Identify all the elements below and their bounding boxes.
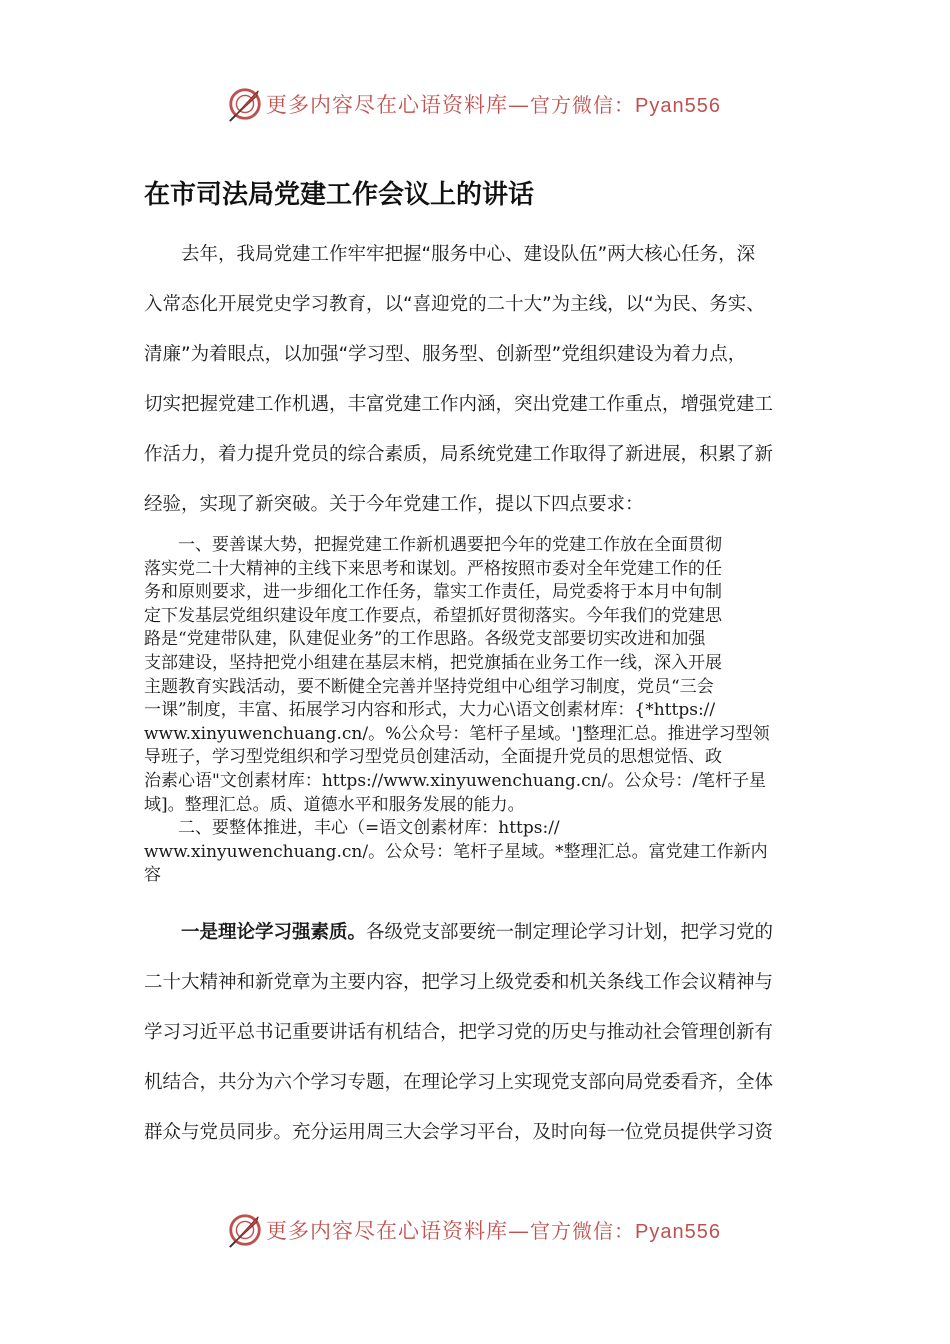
header-banner: [0, 82, 950, 126]
footer-banner: [0, 1208, 950, 1252]
body-line: 域]。整理汇总。质、道德水平和服务发展的能力。: [144, 794, 525, 815]
body-line: 容: [144, 865, 161, 886]
intro-line: 经验，实现了新突破。关于今年党建工作，提以下四点要求：: [144, 494, 644, 515]
body-line: 路是“党建带队建，队建促业务”的工作思路。各级党支部要切实改进和加强: [144, 629, 706, 650]
intro-line: 去年，我局党建工作牢牢把握“服务中心、建设队伍”两大核心任务，深: [144, 244, 756, 265]
body-line: 二、要整体推进，丰心（=语文创素材库：https://: [144, 818, 560, 839]
body-line: 务和原则要求，进一步细化工作任务，靠实工作责任，局党委将于本月中旬制: [144, 582, 722, 603]
body-line: 导班子，学习型党组织和学习型党员创建活动，全面提升党员的思想觉悟、政: [144, 747, 722, 768]
quill-pen-logo-icon: [226, 85, 264, 123]
body-serif-block: [144, 534, 804, 888]
banner-slogan: 更多内容尽在心语资料库: [266, 93, 508, 117]
intro-line: 入常态化开展党史学习教育，以“喜迎党的二十大”为主线，以“为民、务实、: [144, 294, 765, 315]
section-one-first-line: [144, 918, 804, 968]
intro-line: 作活力，着力提升党员的综合素质，局系统党建工作取得了新进展，积累了新: [144, 444, 774, 465]
section-one-line: 学习习近平总书记重要讲话有机结合，把学习党的历史与推动社会管理创新有: [144, 1022, 774, 1043]
body-line: 一课”制度，丰富、拓展学习内容和形式，大力心\语文创素材库：{*https://: [144, 700, 716, 721]
section-one-line: 机结合，共分为六个学习专题，在理论学习上实现党支部向局党委看齐，全体: [144, 1072, 774, 1093]
banner-text: [266, 1215, 721, 1245]
intro-line: 切实把握党建工作机遇，丰富党建工作内涵，突出党建工作重点，增强党建工: [144, 394, 774, 415]
body-line: 支部建设，坚持把党小组建在基层末梢，把党旗插在业务工作一线，深入开展: [144, 652, 722, 673]
quill-pen-logo-icon: [226, 1211, 264, 1249]
body-line: www.xinyuwenchuang.cn/。公众号：笔杆子星域。*整理汇总。富党建工作新内: [144, 841, 768, 862]
body-line: 落实党二十大精神的主线下来思考和谋划。严格按照市委对全年党建工作的任: [144, 558, 722, 579]
banner-separator: —: [508, 93, 530, 117]
document-title: 在市司法局党建工作会议上的讲话: [144, 180, 535, 210]
body-line: 一、要善谋大势，把握党建工作新机遇要把今年的党建工作放在全面贯彻: [144, 535, 722, 555]
body-line: 治素心语"文创素材库：https://www.xinyuwenchuang.cn/。公众号：/笔杆子星: [144, 770, 767, 791]
banner-slogan: 更多内容尽在心语资料库: [266, 1219, 508, 1243]
section-one-lead: 一是理论学习强素质。: [181, 922, 367, 943]
banner-wechat: 官方微信：Pyan556: [530, 95, 721, 117]
section-one-line: 二十大精神和新党章为主要内容，把学习上级党委和机关条线工作会议精神与: [144, 972, 774, 993]
body-line: 定下发基层党组织建设年度工作要点，希望抓好贯彻落实。今年我们的党建思: [144, 605, 722, 626]
section-one-line: 群众与党员同步。充分运用周三大会学习平台，及时向每一位党员提供学习资: [144, 1122, 774, 1143]
banner-text: [266, 89, 721, 119]
intro-line: 清廉”为着眼点，以加强“学习型、服务型、创新型”党组织建设为着力点，: [144, 344, 747, 365]
section-one-first-line-rest: 各级党支部要统一制定理论学习计划，把学习党的: [366, 922, 774, 943]
section-one-paragraph: [144, 918, 804, 1168]
body-line: 主题教育实践活动，要不断健全完善并坚持党组中心组学习制度，党员“三会: [144, 676, 714, 697]
banner-separator: —: [508, 1219, 530, 1243]
banner-wechat: 官方微信：Pyan556: [530, 1221, 721, 1243]
intro-paragraph: [144, 240, 804, 540]
body-line: www.xinyuwenchuang.cn/。%公众号：笔杆子星域。']整理汇总。推进学习型领: [144, 723, 770, 744]
